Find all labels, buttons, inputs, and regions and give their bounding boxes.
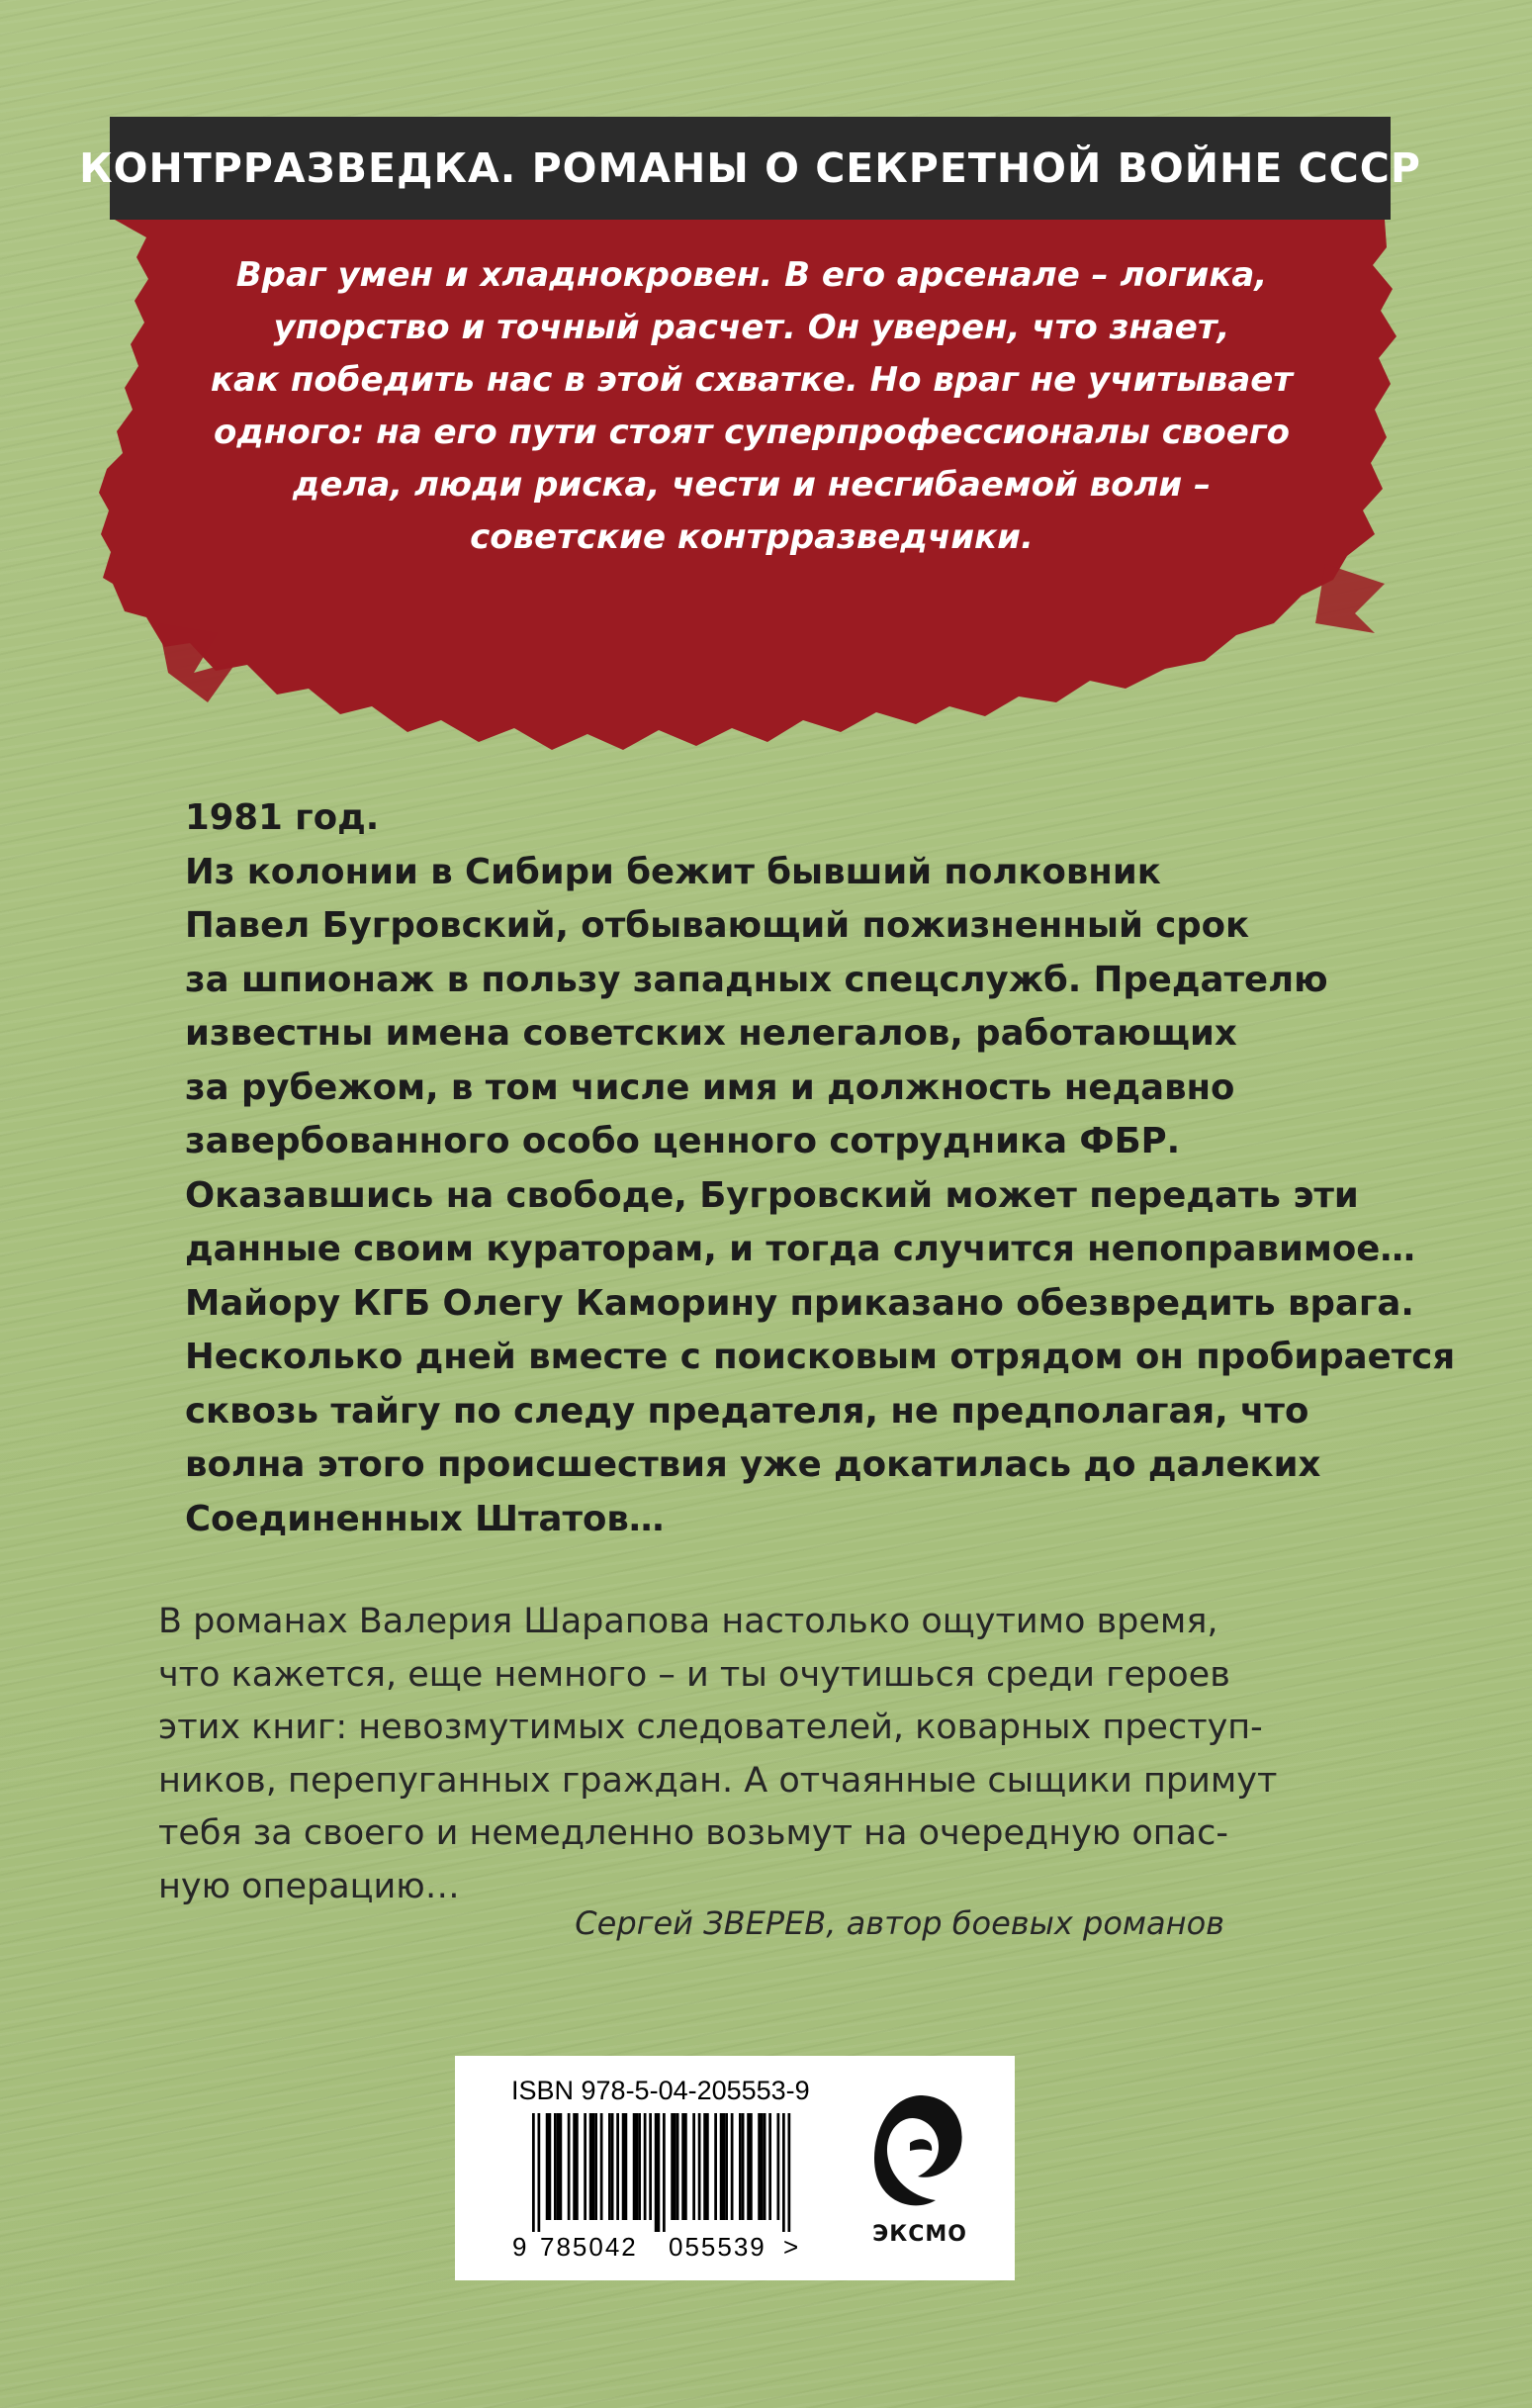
isbn-label: ISBN 978-5-04-205553-9 [511,2076,810,2105]
barcode-bar [655,2113,658,2232]
review-line: ную операцию… [158,1866,460,1906]
barcode-bar [714,2113,717,2220]
tagline-line: дела, люди риска, чести и несгибаемой воли – [292,465,1212,505]
barcode-bar [739,2113,742,2220]
barcode-first-digit: 9 [512,2232,527,2262]
barcode-bar [584,2113,586,2220]
barcode-bar [557,2113,560,2220]
review-quote [158,1596,1395,1913]
barcode-bar [560,2113,563,2220]
barcode-bar [761,2113,764,2220]
barcode-left-group: 785042 [540,2232,638,2262]
barcode-panel [455,2056,1015,2280]
barcode [510,2113,803,2262]
barcode-bar [698,2113,701,2220]
synopsis-line: 1981 год. [185,797,380,838]
barcode-bar [671,2113,674,2220]
barcode-bar [742,2113,745,2220]
barcode-bar [573,2113,576,2220]
synopsis-line: Майору КГБ Олегу Каморину приказано обезвредить врага. [185,1282,1414,1324]
publisher-name: ЭКСМО [872,2222,967,2247]
barcode-bar [633,2113,636,2220]
synopsis-line: сквозь тайгу по следу предателя, не предполагая, что [185,1390,1309,1432]
tagline [178,249,1325,564]
barcode-bar [644,2113,647,2220]
barcode-bar [594,2113,597,2220]
barcode-bar [706,2113,709,2220]
review-line: В романах Валерия Шарапова настолько ощутимо время, [158,1602,1218,1641]
tagline-line: одного: на его пути стоят суперпрофессионалы своего [214,413,1290,452]
barcode-bar [731,2113,734,2220]
barcode-marker: > [783,2232,799,2262]
barcode-bar [611,2113,614,2220]
barcode-bar [546,2113,549,2220]
barcode-bar [538,2113,541,2232]
barcode-bar [532,2113,535,2232]
synopsis-line: завербованного особо ценного сотрудника ФБР. [185,1121,1181,1161]
tagline-line: упорство и точный расчет. Он уверен, что знает, [273,308,1230,347]
synopsis-line: Павел Бугровский, отбывающий пожизненный срок [185,905,1250,946]
barcode-bar [663,2113,666,2232]
barcode-bar [592,2113,595,2220]
review-author: Сергей ЗВЕРЕВ, автор боевых романов [575,1904,1224,1942]
synopsis-line: волна этого происшествия уже докатилась до далеких [185,1444,1321,1485]
eksmo-logo-icon [870,2089,969,2218]
barcode-bar [777,2113,780,2220]
barcode-bar [725,2113,728,2220]
barcode-bar [782,2113,785,2232]
barcode-bar [549,2113,552,2220]
barcode-bar [747,2113,750,2220]
barcode-bar [674,2113,676,2220]
barcode-bar [636,2113,639,2220]
barcode-bar [720,2113,723,2220]
series-banner [79,117,1421,220]
barcode-bar [723,2113,726,2220]
barcode-bar [658,2113,661,2232]
barcode-bar [703,2113,706,2220]
synopsis-line: Соединенных Штатов… [185,1498,665,1539]
synopsis-line: Оказавшись на свободе, Бугровский может передать эти [185,1174,1359,1216]
synopsis [185,791,1456,1546]
barcode-bar [576,2113,579,2220]
barcode-bar [649,2113,652,2220]
barcode-bar [554,2113,557,2220]
review-line: этих книг: невозмутимых следователей, коварных преступ- [158,1708,1263,1747]
barcode-bar [589,2113,592,2220]
barcode-bar [681,2113,684,2220]
tagline-line: советские контрразведчики. [470,517,1034,557]
barcode-bar [764,2113,766,2220]
synopsis-line: за шпионаж в пользу западных спецслужб. Предателю [185,959,1328,1000]
barcode-bar [758,2113,761,2220]
synopsis-line: Несколько дней вместе с поисковым отрядом он пробирается [185,1337,1456,1377]
barcode-bar [676,2113,679,2220]
barcode-bars [532,2113,790,2232]
barcode-bar [568,2113,571,2220]
tagline-line: как победить нас в этой схватке. Но враг не учитывает [210,360,1294,400]
barcode-bar [608,2113,611,2220]
barcode-right-group: 055539 [669,2232,766,2262]
barcode-bar [616,2113,619,2220]
review-line: что кажется, еще немного – и ты очутишься среди героев [158,1654,1230,1695]
barcode-bar [684,2113,687,2220]
barcode-bar [600,2113,603,2220]
barcode-bar [692,2113,695,2220]
barcode-bar [625,2113,628,2220]
barcode-bar [768,2113,771,2220]
synopsis-line: за рубежом, в том числе имя и должность недавно [185,1066,1235,1108]
synopsis-line: данные своим кураторам, и тогда случится непоправимое… [185,1229,1415,1269]
tagline-line: Враг умен и хладнокровен. В его арсенале – логика, [235,255,1268,295]
review-line: ников, перепуганных граждан. А отчаянные сыщики примут [158,1760,1278,1801]
synopsis-line: Из колонии в Сибири бежит бывший полковник [185,851,1161,892]
synopsis-line: известны имена советских нелегалов, работающих [185,1013,1237,1054]
barcode-bar [750,2113,753,2220]
series-title: КОНТРРАЗВЕДКА. РОМАНЫ О СЕКРЕТНОЙ ВОЙНЕ СССР [79,144,1421,192]
barcode-bar [638,2113,641,2220]
review-line: тебя за своего и немедленно возьмут на очередную опас- [158,1813,1228,1853]
barcode-bar [622,2113,625,2220]
barcode-bar [788,2113,791,2232]
